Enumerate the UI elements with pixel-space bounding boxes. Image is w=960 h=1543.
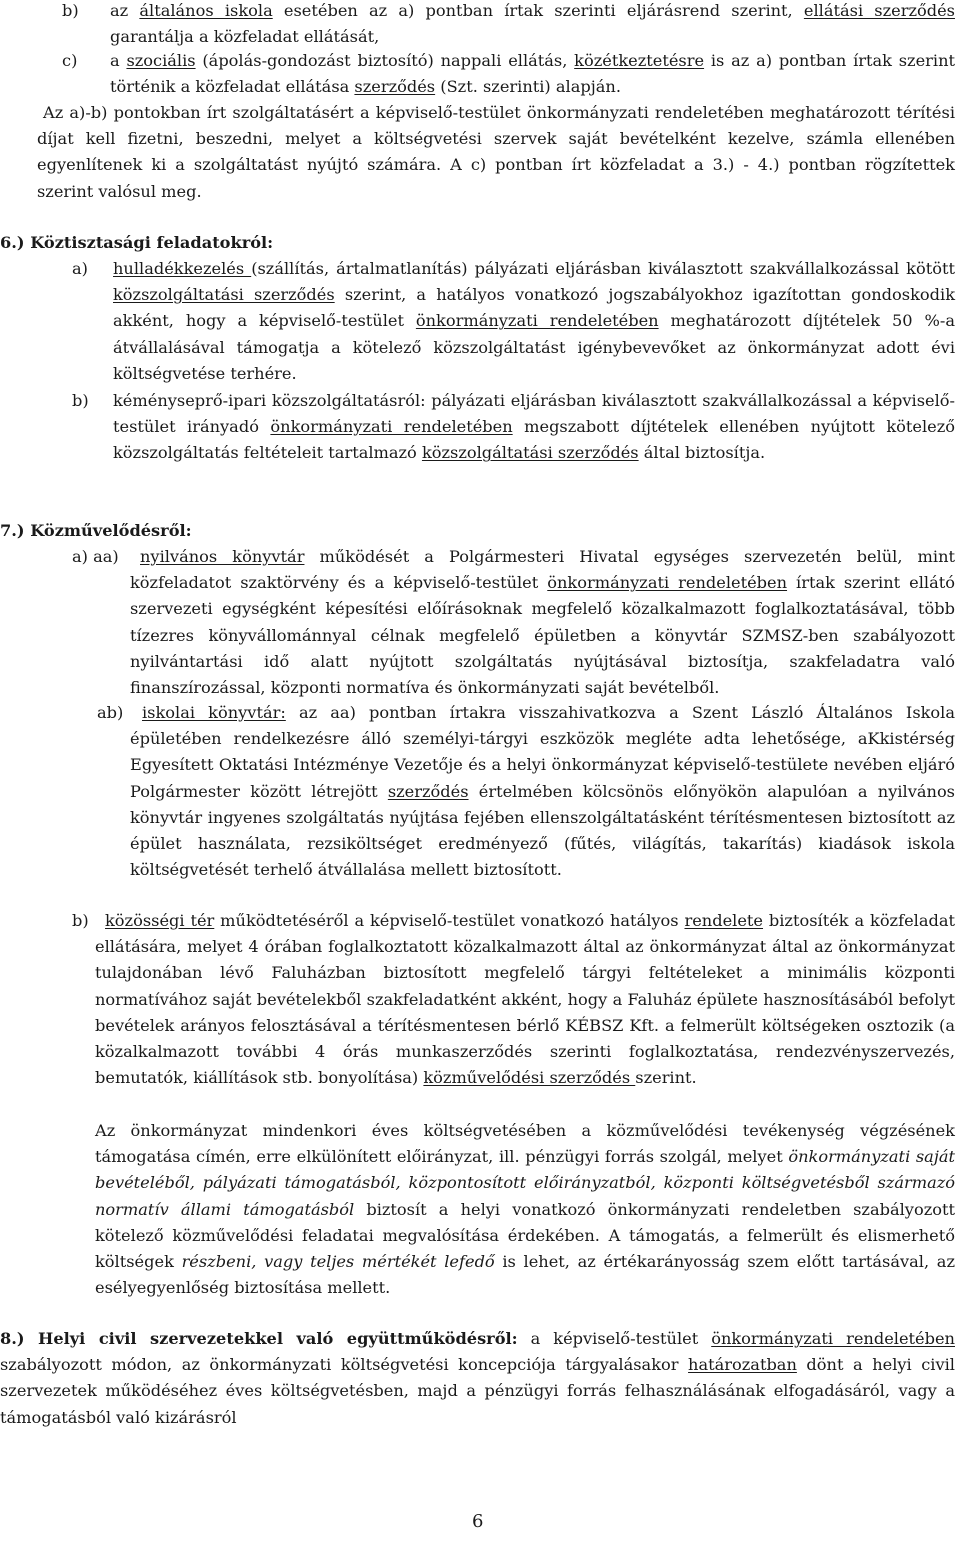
italic-phrase: részbeni, vagy teljes mértékét lefedő — [181, 1252, 495, 1272]
section-7-aa-text — [130, 544, 955, 701]
text-run: a képviselő-testület — [517, 1329, 712, 1348]
text-run: (szállítás, ártalmatlanítás) pályázati eljárásban kiválasztott szakvállalkozással kötött — [251, 259, 955, 278]
section-7-b-text — [95, 908, 955, 1091]
section-7-ab-label: ab) — [97, 703, 124, 722]
section-8-paragraph — [0, 1326, 955, 1431]
underlined-term: önkormányzati rendeletében — [415, 311, 659, 331]
underlined-term: általános iskola — [139, 1, 273, 20]
text-run: szerint. — [635, 1068, 697, 1088]
text-run: meghatározott díjtételek 50 %-a átvállalásával támogatja a kötelező közszolgáltatást igénybevevőket az önkormányzat adott évi költségvetése terhére. — [113, 311, 955, 383]
text-run: írtak szerint ellátó szervezeti egységként képesítési előírásoknak megfelelő közalkalmazott foglalkoztatásával, több tízezres könyvállománnyal célnak megfelelő épületben a könyvtár SZMSZ-ben szabályozott nyilvántartási idő alatt nyújtott szolgáltatás nyújtásával biztosítja, szakfeladatra való finanszírozással, központi normatíva és önkormányzati saját bevételből. — [130, 573, 955, 698]
underlined-term: nyilvános könyvtár — [140, 547, 305, 566]
text-run: (Szt. szerinti) alapján. — [435, 77, 621, 97]
text-run: biztosít a helyi vonatkozó önkormányzati rendeletben szabályozott kötelező közművelődési feladatai megvalósítása érdekében. A támogatás, a felmerült és elismerhető költségek — [95, 1199, 955, 1272]
text-run: esetében az a) pontban írtak szerinti eljárásrend szerint, — [272, 1, 804, 20]
text-run: értelmében kölcsönös előnyökön alapulóan a nyilvános könyvtár ingyenes szolgáltatás nyújtása fejében ellenszolgáltatásként térítésmentesen biztosított az épület használata, rezsiköltséget eredményező (fűtés, világítás, takarítás) kiadások iskola költségvetését terhelő átvállalása mellett biztosított. — [130, 781, 955, 880]
text-run: szabályozott módon, az önkormányzati költségvetési koncepciója tárgyalásakor — [0, 1355, 689, 1375]
section-6-a-label: a) — [72, 259, 88, 278]
section-7-ab-text — [130, 700, 955, 883]
underlined-term: szociális — [126, 51, 196, 70]
section-7-funding-paragraph — [95, 1118, 955, 1301]
intro-paragraph: Az a)-b) pontokban írt szolgáltatásért a képviselő-testület önkormányzati rendeletében meghatározott térítési díjat kell fizetni, beszedni, melyet a költségvetési szervek saját bevételként kezelve, számla ellenében egyenlítenek ki a szolgáltatást nyújtó számára. A c) pontban írt közfeladat a 3.) - 4.) pontban rögzítettek szerint valósul meg. — [37, 103, 955, 201]
section-7-aa-label: a) aa) — [72, 547, 119, 566]
underlined-term: szerződés — [387, 781, 469, 801]
text-run: dönt a helyi civil szervezetek működéséhez éves költségvetésben, majd a pénzügyi forrás felhasználásának elfogadásáról, vagy a támogatásból való kizárásról — [0, 1355, 955, 1427]
text-run: működtetéséről a képviselő-testület vonatkozó hatályos — [214, 911, 685, 930]
item-c-label: c) — [62, 51, 78, 70]
section-6-heading: 6.) Köztisztasági feladatokról: — [0, 233, 274, 252]
text-run: garantálja a közfeladat ellátását, — [110, 27, 380, 47]
underlined-term: szerződés — [354, 77, 436, 97]
underlined-term: határozatban — [688, 1355, 797, 1375]
text-run: a — [110, 51, 127, 70]
item-c-text — [110, 48, 955, 100]
text-run: az — [110, 1, 140, 20]
text-run: szerint, a hatályos vonatkozó jogszabályokhoz igazítottan gondoskodik akként, hogy a képviselő-testület — [113, 285, 955, 331]
item-b-label: b) — [62, 1, 79, 20]
underlined-term: önkormányzati rendeletében — [711, 1329, 955, 1348]
underlined-term: közösségi tér — [105, 911, 215, 930]
section-7-heading: 7.) Közművelődésről: — [0, 521, 192, 540]
text-run: által biztosítja. — [638, 443, 766, 463]
text-run: működését a Polgármesteri Hivatal egységes szervezetén belül, mint közfeladatot szaktörvény és a képviselő-testület — [130, 547, 956, 593]
text-run: kéményseprő-ipari közszolgáltatásról: pályázati eljárásban kiválasztott szakvállalkozással a képviselő-testület irányadó — [113, 391, 955, 437]
page-number: 6 — [472, 1511, 484, 1532]
text-run: is az a) pontban írtak szerint történik a közfeladat ellátása — [110, 51, 955, 97]
text-run: (ápolás-gondozást biztosító) nappali ellátás, — [195, 51, 575, 70]
underlined-term: közszolgáltatási szerződés — [113, 285, 335, 305]
underlined-term: hulladékkezelés — [113, 259, 252, 278]
underlined-term: önkormányzati rendeletében — [547, 573, 788, 593]
underlined-term: közművelődési szerződés — [423, 1068, 636, 1088]
text-run: biztosíték a közfeladat ellátására, melyet 4 órában foglalkoztatott közalkalmazott által az önkormányzat által az önkormányzat tulajdonában lévő Faluházban biztosított megfelelő tárgyi feltételeket a minimális központi normatívához saját bevételekből szakfeladatként akként, hogy a Faluház épülete hasznosításából befolyt bevételek arányos felosztásával a térítésmentesen bérlő KÉBSZ Kft. a felmerült költségeken osztozik (a közalkalmazott további 4 órás munkaszerződés szerinti foglalkoztatása, rendezvényszervezés, bemutatók, kiállítások stb. bonyolítása) — [95, 911, 956, 1088]
text-run: az aa) pontban írtakra visszahivatkozva a Szent László Általános Iskola épületében rendelkezésre álló személyi-tárgyi eszközök megléte adta lehetősége, aKkistérség Egyesített Oktatási Intézménye Vezetője és a helyi önkormányzat képviselő-testülete nevében eljáró Polgármester között létrejött — [130, 703, 956, 801]
text-run: megszabott díjtételek ellenében nyújtott kötelező közszolgáltatás feltételeit tartalmazó — [113, 417, 956, 463]
text-run: is lehet, az értékarányosság szem előtt tartásával, az esélyegyenlőség biztosítása mellett. — [95, 1252, 955, 1298]
underlined-term: önkormányzati rendeletében — [270, 417, 513, 437]
underlined-term: közétkeztetésre — [574, 51, 705, 70]
section-6-b-label: b) — [72, 391, 89, 410]
text-run: Az önkormányzat mindenkori éves költségvetésében a közművelődési tevékenység végzésének támogatása címén, erre elkülönített előirányzat, ill. pénzügyi forrás szolgál, melyet — [95, 1121, 955, 1167]
section-7-b-label: b) — [72, 911, 89, 930]
underlined-term: ellátási szerződés — [803, 1, 955, 20]
section-6-b-text — [113, 388, 955, 467]
italic-phrase: önkormányzati saját bevételéből, pályázati támogatásból, központosított előirányzatból, központi költségvetésből származó normatív állami támogatásból — [95, 1147, 955, 1219]
section-6-a-text — [113, 256, 955, 387]
underlined-term: iskolai könyvtár: — [142, 703, 286, 722]
section-8-heading: 8.) Helyi civil szervezetekkel való együttműködésről: — [0, 1329, 518, 1348]
item-b-text — [110, 0, 955, 50]
underlined-term: rendelete — [684, 911, 764, 930]
underlined-term: közszolgáltatási szerződés — [421, 443, 639, 463]
